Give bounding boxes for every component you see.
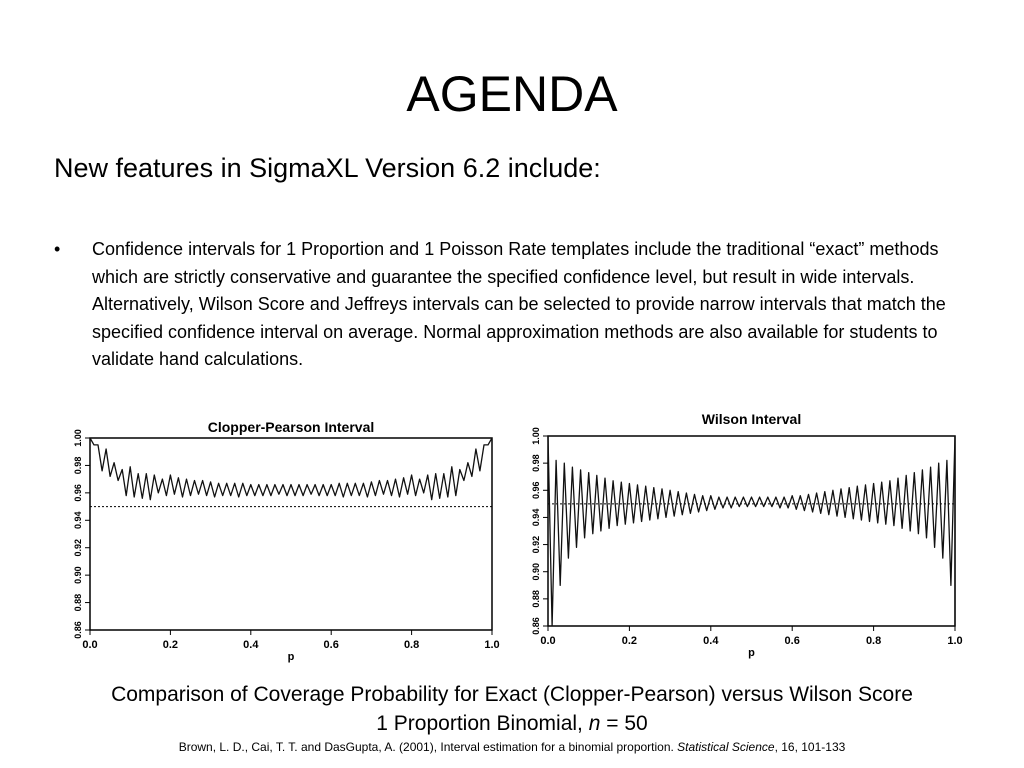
clopper-pearson-xtick-label: 0.2 — [162, 639, 179, 651]
slide-title: AGENDA — [406, 66, 618, 122]
citation-rest: , 16, 101-133 — [774, 740, 846, 754]
clopper-pearson-xtick-label: 0.8 — [403, 639, 420, 651]
wilson-xtick-label: 0.4 — [703, 635, 719, 647]
caption-n: n — [588, 712, 601, 735]
citation-journal: Statistical Science — [677, 740, 775, 754]
clopper-pearson-plot-frame — [90, 438, 492, 630]
clopper-pearson-xaxis-label: p — [287, 651, 295, 663]
wilson-ytick-label: 1.00 — [531, 427, 541, 445]
clopper-pearson-ytick-label: 0.92 — [73, 538, 83, 557]
wilson-ytick-label: 0.96 — [531, 481, 541, 500]
clopper-pearson-coverage-line — [90, 438, 492, 500]
clopper-pearson-ytick-label: 0.96 — [73, 484, 83, 502]
wilson-chart — [515, 404, 963, 659]
caption-line-2-prefix: 1 Proportion Binomial, — [376, 712, 589, 735]
clopper-pearson-ytick-label: 0.90 — [73, 566, 83, 584]
clopper-pearson-ytick-label: 0.98 — [73, 456, 83, 475]
clopper-pearson-xtick-label: 1.0 — [484, 639, 500, 651]
caption-line-2-suffix: = 50 — [600, 712, 648, 735]
clopper-pearson-chart-title: Clopper-Pearson Interval — [207, 419, 375, 435]
bullet-text: Confidence intervals for 1 Proportion and 1 Poisson Rate templates include the traditional “exact” methods which are strictly conservative and guarantee the specified confidence level, but result in wide intervals. Alternatively, Wilson Score and Jeffreys intervals can be selected to provide narrow intervals that match the specified confidence interval on average. Normal approximation methods are also available for students to validate hand calculations. — [92, 239, 946, 369]
wilson-plot-frame — [548, 436, 955, 626]
wilson-ytick-label: 0.98 — [531, 454, 541, 472]
clopper-pearson-xtick-label: 0.0 — [82, 639, 98, 651]
bullet-list — [54, 236, 964, 374]
wilson-ytick-label: 0.94 — [531, 508, 541, 527]
wilson-coverage-line — [548, 436, 955, 626]
clopper-pearson-xtick-label: 0.6 — [323, 639, 339, 651]
caption-line-1: Comparison of Coverage Probability for Exact (Clopper-Pearson) versus Wilson Score — [111, 683, 913, 706]
citation — [0, 739, 1024, 755]
figure-caption — [0, 680, 1024, 738]
wilson-svg — [515, 404, 963, 659]
slide-subtitle: New features in SigmaXL Version 6.2 include: — [54, 153, 601, 183]
caption-line-2 — [0, 709, 1024, 738]
citation-text: Brown, L. D., Cai, T. T. and DasGupta, A. (2001), Interval estimation for a binomial proportion. — [178, 740, 678, 754]
wilson-ytick-label: 0.86 — [531, 617, 541, 635]
clopper-pearson-ytick-label: 1.00 — [73, 429, 83, 447]
bullet-item — [54, 236, 964, 374]
clopper-pearson-svg — [62, 412, 502, 663]
clopper-pearson-ytick-label: 0.88 — [73, 593, 83, 612]
clopper-pearson-ytick-label: 0.94 — [73, 511, 83, 530]
wilson-xtick-label: 0.0 — [540, 635, 556, 647]
wilson-chart-title: Wilson Interval — [701, 411, 802, 427]
clopper-pearson-ytick-label: 0.86 — [73, 621, 83, 639]
wilson-xtick-label: 0.2 — [621, 635, 638, 647]
wilson-ytick-label: 0.88 — [531, 590, 541, 608]
wilson-xtick-label: 0.6 — [784, 635, 800, 647]
wilson-xaxis-label: p — [748, 647, 755, 659]
wilson-xtick-label: 1.0 — [947, 635, 963, 647]
bullet-marker: • — [54, 239, 61, 259]
clopper-pearson-chart — [62, 412, 502, 663]
wilson-xtick-label: 0.8 — [865, 635, 882, 647]
wilson-ytick-label: 0.92 — [531, 535, 541, 554]
clopper-pearson-xtick-label: 0.4 — [243, 639, 259, 651]
wilson-ytick-label: 0.90 — [531, 562, 541, 581]
